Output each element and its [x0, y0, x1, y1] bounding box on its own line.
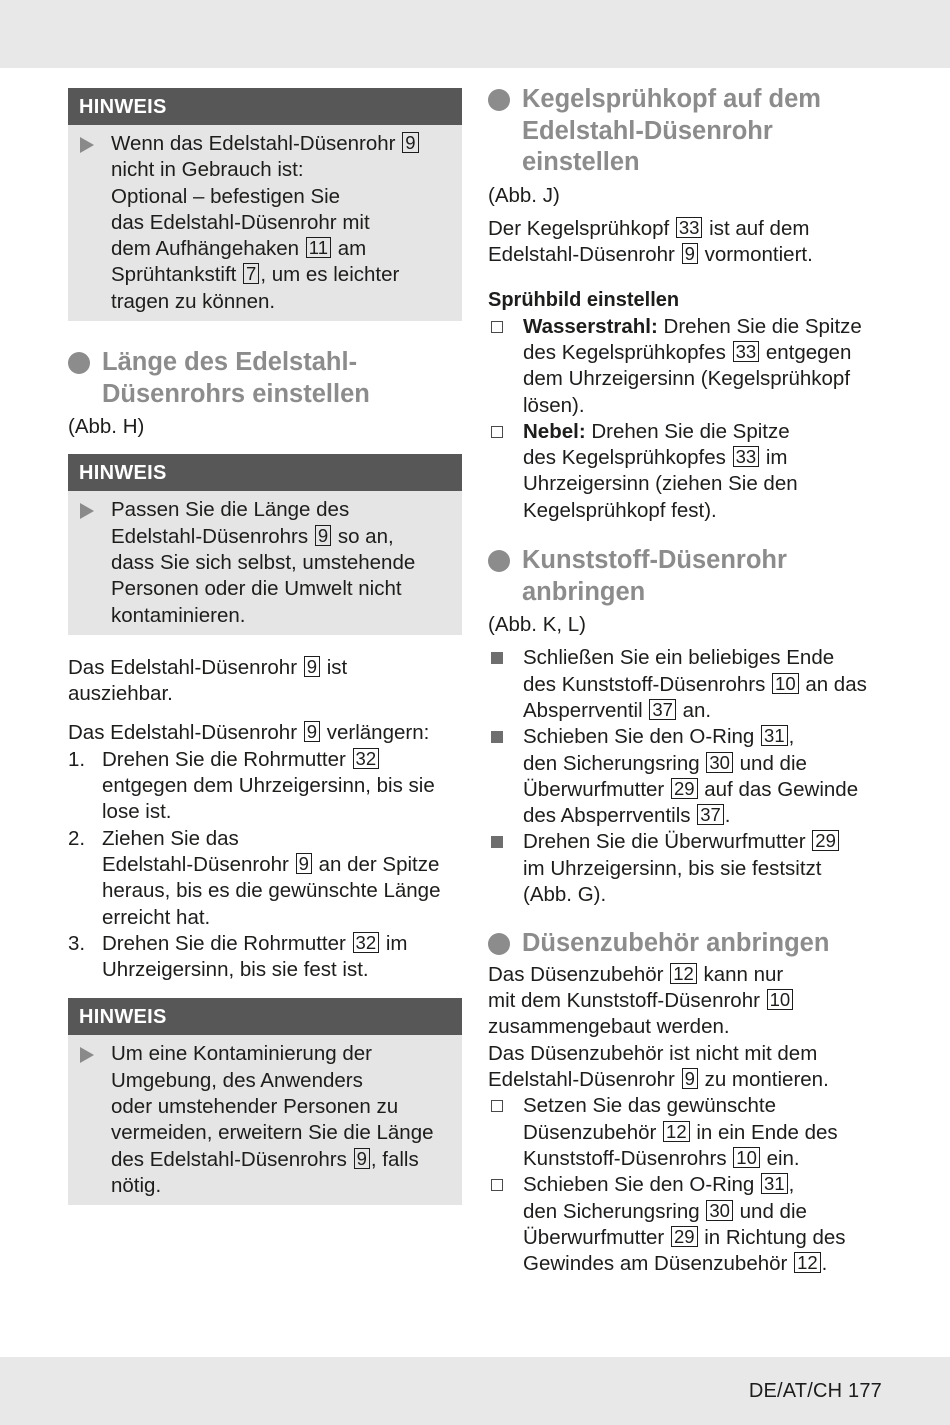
- text: .: [821, 1252, 828, 1276]
- text: zusammengebaut werden.: [488, 1015, 730, 1039]
- ref-number: 33: [676, 217, 703, 238]
- list-item: [488, 829, 888, 908]
- text: kann nur: [703, 962, 784, 986]
- text: Drehen Sie die Überwurfmutter: [523, 830, 806, 854]
- text: dem Uhrzeigersinn (Kegelsprühkopf: [523, 367, 851, 391]
- hinweis-body: [68, 1035, 462, 1205]
- text: Das Düsenzubehör ist nicht mit dem: [488, 1041, 818, 1065]
- text: Edelstahl-Düsenrohr: [102, 852, 289, 876]
- step-item: [68, 826, 462, 931]
- ref-number: 9: [304, 656, 320, 677]
- text: des Kegelsprühkopfes: [523, 340, 726, 364]
- figure-reference: (Abb. H): [68, 415, 145, 439]
- text: Das Edelstahl-Düsenrohr: [68, 721, 298, 745]
- ref-number: 11: [306, 237, 331, 258]
- text: mit dem Kunststoff-Düsenrohr: [488, 989, 760, 1013]
- step-item: [68, 747, 462, 826]
- text: Kegelsprühkopf fest).: [523, 498, 717, 522]
- text: und die: [739, 1199, 807, 1223]
- text: in ein Ende des: [696, 1120, 838, 1144]
- page-number: DE/AT/CH 177: [748, 1380, 882, 1402]
- ref-number: 12: [663, 1121, 690, 1142]
- text: Drehen Sie die Spitze: [591, 419, 790, 443]
- text: ,: [788, 725, 795, 749]
- hinweis-title: HINWEIS: [68, 998, 462, 1035]
- text: im: [385, 931, 408, 955]
- step-number: 1.: [68, 747, 86, 771]
- ref-number: 31: [761, 1173, 788, 1194]
- text: des Edelstahl-Düsenrohrs: [111, 1147, 347, 1171]
- paragraph: [68, 720, 462, 746]
- ref-number: 10: [772, 673, 799, 694]
- text: oder umstehender Personen zu: [111, 1095, 399, 1119]
- ref-number: 12: [794, 1252, 821, 1273]
- triangle-bullet-icon: [80, 1047, 94, 1063]
- text: dass Sie sich selbst, umstehende: [111, 550, 416, 574]
- text: Das Edelstahl-Düsenrohr: [68, 655, 298, 679]
- text: im Uhrzeigersinn, bis sie festsitzt: [523, 856, 822, 880]
- hinweis-body: [68, 125, 462, 321]
- top-bar: [0, 0, 950, 68]
- text: ist: [326, 655, 348, 679]
- ref-number: 31: [761, 725, 788, 746]
- ref-number: 9: [296, 853, 312, 874]
- subheading: Sprühbild einstellen: [488, 289, 680, 312]
- section-heading-kegelspruehkopf: [488, 84, 888, 179]
- section-heading-kunststoff: [488, 545, 888, 608]
- ref-number: 32: [353, 932, 380, 953]
- text: kontaminieren.: [111, 603, 246, 627]
- text: das Edelstahl-Düsenrohr mit: [111, 210, 370, 234]
- text: an.: [682, 698, 712, 722]
- list-item: [488, 1172, 888, 1277]
- text: an das: [805, 672, 867, 696]
- list-item: [488, 1093, 888, 1172]
- text: nötig.: [111, 1173, 162, 1197]
- left-column: [68, 88, 462, 1205]
- text: Gewindes am Düsenzubehör: [523, 1252, 788, 1276]
- text: den Sicherungsring: [523, 1199, 700, 1223]
- heading-line: Düsenrohrs einstellen: [102, 379, 370, 408]
- list-item: [488, 314, 888, 419]
- figure-reference: (Abb. J): [488, 183, 560, 207]
- text: des Kunststoff-Düsenrohrs: [523, 672, 766, 696]
- text: Drehen Sie die Spitze: [663, 314, 862, 338]
- text: Wenn das Edelstahl-Düsenrohr: [111, 132, 396, 155]
- heading-line: anbringen: [522, 577, 646, 606]
- text: des Absperrventils: [523, 804, 691, 828]
- text: im: [765, 446, 788, 470]
- text: in Richtung des: [704, 1225, 846, 1249]
- step-item: [68, 931, 462, 984]
- ref-number: 12: [670, 963, 697, 984]
- text: , um es leichter: [260, 263, 400, 287]
- text: Schieben Sie den O-Ring: [523, 725, 755, 749]
- text: Edelstahl-Düsenrohr: [488, 1068, 675, 1092]
- ref-number: 10: [733, 1147, 760, 1168]
- text: Setzen Sie das gewünschte: [523, 1094, 776, 1118]
- text: Kunststoff-Düsenrohrs: [523, 1146, 727, 1170]
- text: Edelstahl-Düsenrohrs: [111, 524, 309, 548]
- text: zu montieren.: [704, 1068, 829, 1092]
- text: Um eine Kontaminierung der: [111, 1042, 372, 1066]
- text: ,: [788, 1173, 795, 1197]
- list-item: [488, 419, 888, 524]
- ref-number: 37: [697, 804, 724, 825]
- filled-square-bullet-icon: [491, 731, 503, 743]
- right-column: [488, 84, 888, 1277]
- paragraph: [68, 655, 462, 708]
- text: den Sicherungsring: [523, 751, 700, 775]
- step-number: 3.: [68, 931, 86, 955]
- ref-number: 7: [243, 263, 259, 284]
- ref-number: 30: [706, 752, 733, 773]
- text: ist auf dem: [709, 216, 810, 240]
- footer-bar: [0, 1357, 950, 1425]
- text: .: [724, 804, 731, 828]
- filled-square-bullet-icon: [491, 836, 503, 848]
- text: Ziehen Sie das: [102, 826, 239, 850]
- hinweis-title: HINWEIS: [68, 88, 462, 125]
- heading-line: Kegelsprühkopf auf dem: [522, 85, 821, 113]
- list-item: [488, 645, 888, 724]
- heading-line: einstellen: [522, 148, 640, 176]
- ref-number: 33: [733, 446, 760, 467]
- text: entgegen: [765, 340, 852, 364]
- text: Das Düsenzubehör: [488, 962, 664, 986]
- ref-number: 9: [682, 1068, 698, 1089]
- text: erreicht hat.: [102, 905, 211, 929]
- ref-number: 10: [767, 989, 794, 1010]
- text: tragen zu können.: [111, 289, 276, 313]
- heading-line: Düsenzubehör anbringen: [522, 929, 830, 958]
- ref-number: 9: [682, 243, 698, 264]
- text: heraus, bis es die gewünschte Länge: [102, 879, 441, 903]
- text: Nebel:: [523, 419, 586, 443]
- text: Passen Sie die Länge des: [111, 498, 350, 522]
- open-square-bullet-icon: [491, 1100, 503, 1112]
- heading-line: Edelstahl-Düsenrohr: [522, 116, 773, 145]
- open-square-bullet-icon: [491, 426, 503, 438]
- text: Edelstahl-Düsenrohr: [488, 243, 675, 267]
- triangle-bullet-icon: [80, 137, 94, 153]
- ref-number: 29: [671, 1226, 698, 1247]
- ref-number: 32: [353, 748, 380, 769]
- text: Uhrzeigersinn (ziehen Sie den: [523, 472, 798, 496]
- paragraph: [488, 216, 888, 269]
- text: Umgebung, des Anwenders: [111, 1068, 363, 1092]
- text: Personen oder die Umwelt nicht: [111, 577, 402, 601]
- text: ein.: [766, 1146, 800, 1170]
- text: , falls: [370, 1147, 419, 1171]
- text: auf das Gewinde: [704, 777, 859, 801]
- text: dem Aufhängehaken: [111, 237, 300, 261]
- triangle-bullet-icon: [80, 503, 94, 519]
- text: Drehen Sie die Rohrmutter: [102, 747, 346, 771]
- figure-reference: (Abb. K, L): [488, 613, 586, 637]
- text: am: [337, 237, 367, 261]
- text: so an,: [337, 524, 394, 548]
- ref-number: 9: [354, 1148, 370, 1169]
- text: Überwurfmutter: [523, 777, 665, 801]
- section-heading-laenge: [68, 347, 462, 410]
- text: Der Kegelsprühkopf: [488, 216, 670, 240]
- text: vormontiert.: [704, 243, 813, 267]
- text: Schieben Sie den O-Ring: [523, 1173, 755, 1197]
- text: entgegen dem Uhrzeigersinn, bis sie: [102, 774, 435, 798]
- ref-number: 9: [315, 525, 331, 546]
- text: Absperrventil: [523, 698, 643, 722]
- text: Wasserstrahl:: [523, 314, 658, 338]
- hinweis-title: HINWEIS: [68, 454, 462, 491]
- list-item: [488, 724, 888, 829]
- ref-number: 30: [706, 1200, 733, 1221]
- circle-bullet-icon: [488, 933, 510, 955]
- text: Düsenzubehör: [523, 1120, 657, 1144]
- ref-number: 29: [671, 778, 698, 799]
- hinweis-box-3: [68, 998, 462, 1205]
- section-heading-duesenzubehoer: [488, 928, 888, 960]
- text: nicht in Gebrauch ist:: [111, 158, 304, 182]
- circle-bullet-icon: [488, 550, 510, 572]
- open-square-bullet-icon: [491, 1179, 503, 1191]
- filled-square-bullet-icon: [491, 652, 503, 664]
- ref-number: 9: [304, 721, 320, 742]
- heading-line: Länge des Edelstahl-: [102, 348, 358, 377]
- text: lösen).: [523, 393, 585, 417]
- hinweis-body: [68, 491, 462, 634]
- hinweis-box-1: [68, 88, 462, 321]
- text: und die: [739, 751, 807, 775]
- text: Überwurfmutter: [523, 1225, 665, 1249]
- hinweis-box-2: [68, 454, 462, 634]
- text: lose ist.: [102, 800, 172, 824]
- text: verlängern:: [326, 721, 430, 745]
- ref-number: 37: [649, 699, 676, 720]
- ref-number: 29: [812, 830, 839, 851]
- circle-bullet-icon: [68, 352, 90, 374]
- circle-bullet-icon: [488, 89, 510, 111]
- text: Schließen Sie ein beliebiges Ende: [523, 646, 835, 670]
- text: Drehen Sie die Rohrmutter: [102, 931, 346, 955]
- heading-line: Kunststoff-Düsenrohr: [522, 546, 787, 575]
- ref-number: 9: [402, 132, 418, 153]
- step-number: 2.: [68, 826, 86, 850]
- ref-number: 33: [733, 341, 760, 362]
- text: vermeiden, erweitern Sie die Länge: [111, 1121, 434, 1145]
- text: an der Spitze: [318, 852, 440, 876]
- text: (Abb. G).: [523, 883, 607, 907]
- paragraph: [488, 962, 888, 1093]
- text: des Kegelsprühkopfes: [523, 446, 726, 470]
- text: ausziehbar.: [68, 682, 173, 706]
- text: Optional – befestigen Sie: [111, 184, 341, 208]
- text: Sprühtankstift: [111, 263, 237, 287]
- open-square-bullet-icon: [491, 321, 503, 333]
- text: Uhrzeigersinn, bis sie fest ist.: [102, 958, 369, 982]
